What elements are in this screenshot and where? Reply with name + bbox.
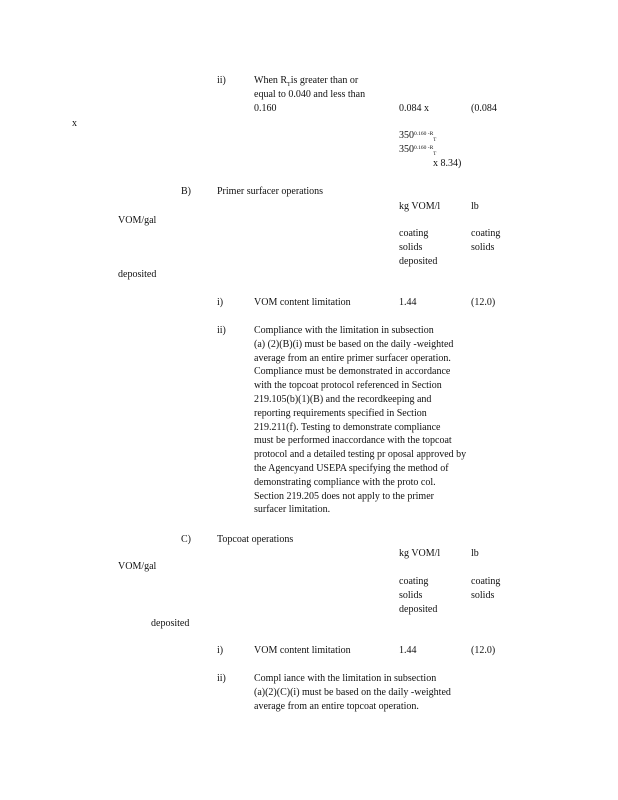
condition-text: When $R_Tis$ greater than or: [254, 75, 359, 88]
compliance-paragraph: Compl iance with the limitation in subsection (a)(2)(C)(i) must be based on the daily -weighted average from an entire topcoat operation.: [254, 673, 451, 712]
section-title: Topcoat operations: [217, 534, 294, 545]
coating-english: coating solids: [471, 228, 501, 253]
item-marker: ii): [217, 673, 226, 684]
item-marker: i): [217, 645, 224, 656]
coating-metric: coating solids deposited: [399, 576, 438, 615]
formula-coefficient: 0.084 x: [399, 103, 429, 114]
item-marker: ii): [217, 325, 226, 336]
limit-metric: 1.44: [399, 297, 417, 308]
limit-english: (12.0): [471, 645, 496, 656]
limit-english: (12.0): [471, 297, 496, 308]
condition-text: equal to 0.040 and less than: [254, 89, 366, 100]
unit-metric: kg VOM/l: [399, 548, 441, 559]
compliance-paragraph: Compliance with the limitation in subsection (a) (2)(B)(i) must be based on the daily -weighted average from an entire primer surfacer operation. Compliance must be demonstrated in accordance with the topcoat protocol referenced in Section 219.105(b)(1)(B) and the recordkeeping and reporting requirements specified in Section 219.211(f). Testing to demonstrate compliance must be performed inaccordance with the topcoat protocol and a detailed testing pr oposal approved by the Agencyand USEPA specifying the method of demonstrating compliance with the proto col. Section 219.205 does not apply to the primer surfacer limitation.: [254, 325, 467, 516]
section-title: Primer surfacer operations: [217, 186, 324, 197]
formula-x: x: [72, 118, 77, 129]
formula-term: $350^{0.160 -R}_T$: [399, 144, 437, 157]
limitation-label: VOM content limitation: [254, 297, 351, 308]
unit-english: lb: [471, 201, 479, 212]
unit-english: lb: [471, 548, 479, 559]
unit-vom-gal: VOM/gal: [118, 215, 157, 226]
limitation-label: VOM content limitation: [254, 645, 351, 656]
formula-english: (0.084: [471, 103, 497, 114]
limit-metric: 1.44: [399, 645, 417, 656]
deposited-label: deposited: [118, 269, 157, 280]
coating-english: coating solids: [471, 576, 501, 601]
deposited-label: deposited: [151, 618, 190, 629]
item-marker: i): [217, 297, 224, 308]
coating-metric: coating solids deposited: [399, 228, 438, 267]
condition-text: 0.160: [254, 103, 277, 114]
formula-term: $350^{0.160 -R}_T$: [399, 130, 437, 143]
unit-metric: kg VOM/l: [399, 201, 441, 212]
unit-vom-gal: VOM/gal: [118, 561, 157, 572]
formula-tail: x 8.34): [433, 158, 462, 169]
item-marker: ii): [217, 75, 226, 86]
section-marker: C): [181, 534, 191, 545]
section-marker: B): [181, 186, 191, 197]
